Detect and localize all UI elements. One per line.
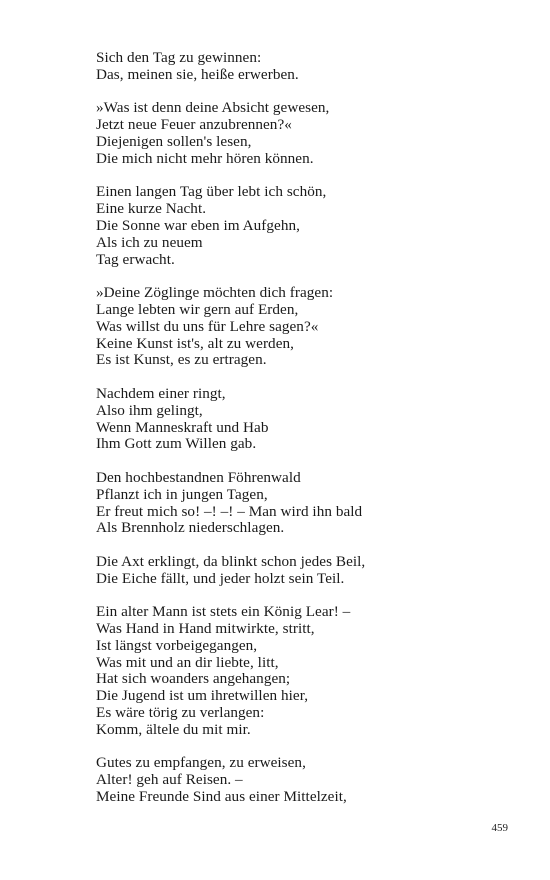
poem-line: Die mich nicht mehr hören können. — [96, 149, 314, 167]
poem-line: Pflanzt ich in jungen Tagen, — [96, 485, 268, 503]
poem-line: Die Jugend ist um ihretwillen hier, — [96, 687, 309, 705]
poem-line: »Deine Zöglinge möchten dich fragen: — [96, 284, 334, 302]
poem-line: Komm, ältele du mit mir. — [96, 720, 251, 738]
stanza-9 — [96, 755, 516, 805]
poem-line: Diejenigen sollen's lesen, — [96, 132, 252, 150]
stanza-4 — [96, 285, 516, 369]
poem-line: Das, meinen sie, heiße erwerben. — [96, 65, 299, 83]
stanza-3 — [96, 184, 516, 268]
poem-line: Die Eiche fällt, und jeder holzt sein Teil. — [96, 569, 345, 587]
poem-line: Also ihm gelingt, — [96, 401, 203, 419]
poem-line: Was willst du uns für Lehre sagen?« — [96, 317, 319, 335]
stanza-7 — [96, 554, 516, 588]
poem-line: Was Hand in Hand mitwirkte, stritt, — [96, 620, 315, 638]
poem-line: Einen langen Tag über lebt ich schön, — [96, 183, 327, 201]
poem-line: Eine kurze Nacht. — [96, 200, 207, 218]
stanza-2 — [96, 100, 516, 167]
poem-line: Es wäre törig zu verlangen: — [96, 704, 265, 722]
poem-line: Wenn Manneskraft und Hab — [96, 418, 269, 436]
poem-line: Als ich zu neuem — [96, 233, 203, 251]
poem-line: Ein alter Mann ist stets ein König Lear! – — [96, 603, 351, 621]
poem-line: »Was ist denn deine Absicht gewesen, — [96, 99, 330, 117]
poem-line: Was mit und an dir liebte, litt, — [96, 653, 279, 671]
poem-body — [96, 50, 516, 823]
poem-line: Sich den Tag zu gewinnen: — [96, 49, 262, 66]
stanza-1 — [96, 50, 516, 84]
stanza-5 — [96, 386, 516, 453]
page-number: 459 — [491, 822, 508, 834]
poem-line: Gutes zu empfangen, zu erweisen, — [96, 754, 306, 772]
poem-line: Keine Kunst ist's, alt zu werden, — [96, 334, 294, 352]
poem-line: Lange lebten wir gern auf Erden, — [96, 300, 299, 318]
poem-line: Alter! geh auf Reisen. – — [96, 771, 243, 789]
poem-line: Die Sonne war eben im Aufgehn, — [96, 216, 300, 234]
poem-line: Tag erwacht. — [96, 250, 175, 268]
poem-line: Den hochbestandnen Föhrenwald — [96, 468, 301, 486]
stanza-8 — [96, 604, 516, 738]
poem-line: Ihm Gott zum Willen gab. — [96, 435, 257, 453]
stanza-6 — [96, 470, 516, 537]
poem-line: Die Axt erklingt, da blinkt schon jedes Beil, — [96, 552, 366, 570]
poem-line: Er freut mich so! –! –! – Man wird ihn bald — [96, 502, 363, 520]
poem-line: Als Brennholz niederschlagen. — [96, 519, 285, 537]
poem-line: Hat sich woanders angehangen; — [96, 670, 291, 688]
poem-line: Nachdem einer ringt, — [96, 384, 226, 402]
poem-line: Meine Freunde Sind aus einer Mittelzeit, — [96, 788, 347, 806]
poem-line: Jetzt neue Feuer anzubrennen?« — [96, 116, 292, 134]
poem-line: Es ist Kunst, es zu ertragen. — [96, 351, 267, 369]
poem-line: Ist längst vorbeigegangen, — [96, 636, 258, 654]
